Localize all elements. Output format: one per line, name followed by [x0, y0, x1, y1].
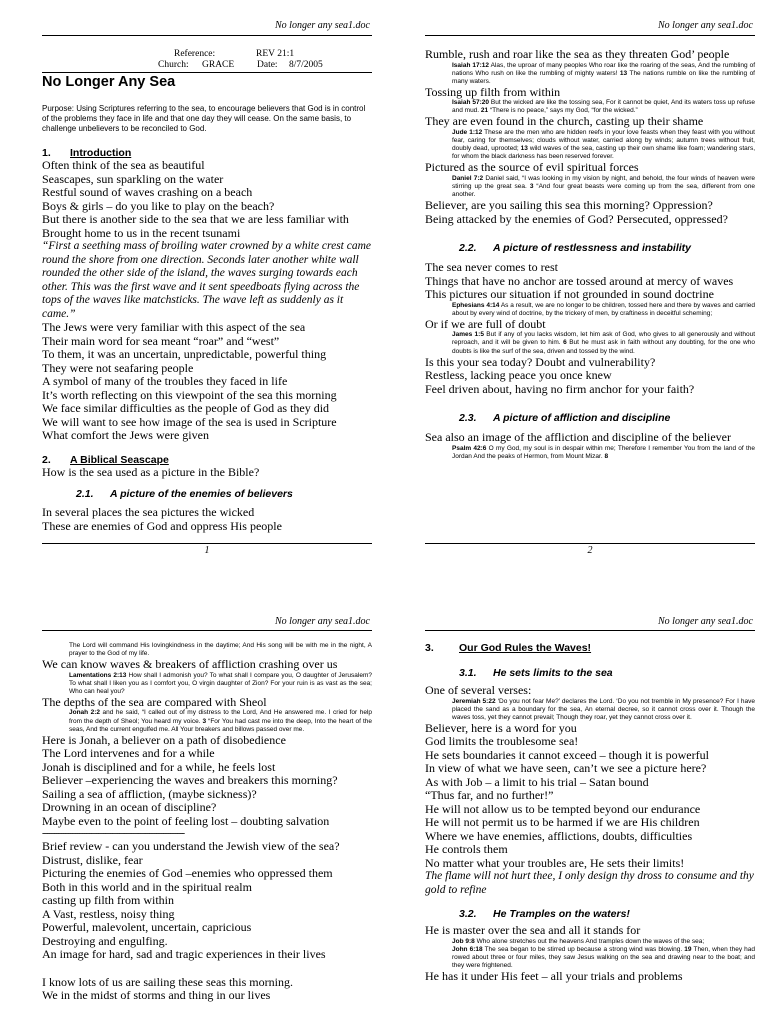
section-3-1-number: 3.1. — [459, 667, 477, 679]
doc-header: No longer any sea1.doc — [275, 20, 370, 31]
page-4-body — [425, 642, 755, 984]
header-rule — [42, 630, 372, 631]
text-line: Things that have no anchor are tossed around at mercy of waves — [425, 273, 734, 288]
text-line: Jonah is disciplined and for a while, he feels lost — [42, 759, 276, 774]
sermon-meta — [42, 49, 372, 71]
text-line: In view of what we have seen, can’t we see a picture here? — [425, 761, 707, 776]
text-line: We face similar difficulties as the people of God as they did — [42, 401, 330, 415]
jonah-lines — [42, 734, 372, 829]
reference-value: REV 21:1 — [256, 49, 295, 59]
text-line: Or if we are full of doubt — [425, 316, 546, 331]
text-line: He has it under His feet – all your trials and problems — [425, 969, 683, 984]
text-line: Sea also an image of the affliction and discipline of the believer — [425, 430, 732, 445]
section-3-heading — [425, 642, 755, 654]
section-2-1-lines — [42, 506, 372, 533]
text-line: Picturing the enemies of God –enemies who oppressed them — [42, 866, 333, 881]
verse-ref: Jonah 2:2 — [69, 709, 101, 717]
footer-rule — [42, 543, 372, 544]
verse-daniel-7: Daniel 7:2 Daniel said, “I was looking in my vision by night, and behold, the four winds of heaven were stirring up the great sea. 3 “And four great beasts were coming up from the sea, different from one another. — [452, 174, 755, 199]
section-2-2-heading — [425, 242, 755, 254]
intro-line: Brought home to us in the recent tsunami — [42, 225, 241, 240]
text-line: We will want to see how image of the sea is used in Scripture — [42, 414, 337, 429]
text-line: To them, it was an uncertain, unpredictable, powerful thing — [42, 347, 327, 361]
page-4 — [425, 602, 755, 1024]
text-line: Their main word for sea meant “roar” and “west” — [42, 333, 280, 348]
meta-rule — [42, 72, 372, 73]
text-line: Believer, are you sailing this sea this morning? Oppression? — [425, 198, 713, 213]
section-1-number: 1. — [42, 147, 51, 159]
intro-line: But there is another side to the sea that we are less familiar with — [42, 212, 349, 226]
intro-line: Restful sound of waves crashing on a beach — [42, 185, 253, 199]
text-line: The Lord intervenes and for a while — [42, 746, 215, 761]
section-3-title: Our God Rules the Waves! — [459, 642, 592, 654]
hymn-quote: The flame will not hurt thee, I only design thy dross to consume and thy gold to refine — [425, 870, 754, 896]
verse-ref: Jude 1:12 — [452, 128, 483, 136]
section-2-heading — [42, 454, 372, 466]
doc-header: No longer any sea1.doc — [658, 20, 753, 31]
text-line: Sailing a sea of affliction, (maybe sickness)? — [42, 786, 257, 801]
text-line: As with Job – a limit to his trial – Satan bound — [425, 774, 649, 789]
text-line: He controls them — [425, 842, 508, 857]
limits-lines — [425, 722, 755, 871]
church-label: Church: — [158, 60, 189, 70]
purpose: Purpose: Using Scriptures referring to the sea, to encourage believers that God is in control of the problems they face in life and that one day they will cease. On the same basis, to challenge unbelievers to be reconciled to God. — [42, 104, 366, 133]
section-3-2-number: 3.2. — [459, 908, 477, 921]
section-2-2-number: 2.2. — [459, 242, 477, 255]
text-line: Is this your sea today? Doubt and vulnerability? — [425, 354, 656, 369]
text-line: Feel driven about, having no firm anchor for your faith? — [425, 381, 695, 396]
text-line: Both in this world and in the spiritual realm — [42, 879, 252, 894]
text-line: Restless, lacking peace you once knew — [425, 368, 612, 383]
text-line: Powerful, malevolent, uncertain, capricious — [42, 920, 252, 935]
text-line: I know lots of us are sailing these seas this morning. — [42, 974, 293, 989]
text-line: A symbol of many of the troubles they faced in life — [42, 374, 288, 388]
text-line: He sets boundaries it cannot exceed – though it is powerful — [425, 747, 709, 762]
verse-ref: Jeremiah 5:22 — [452, 697, 496, 705]
text-line: Rumble, rush and roar like the sea as they threaten God’ people — [425, 47, 730, 61]
text-line: One of several verses: — [425, 683, 532, 697]
doc-header: No longer any sea1.doc — [658, 616, 753, 627]
text-line: Believer, here is a word for you — [425, 720, 577, 735]
section-2-number: 2. — [42, 453, 51, 466]
section-2-3-title: A picture of affliction and discipline — [493, 412, 671, 425]
verse-ref: Isaiah 17:12 — [452, 61, 490, 69]
text-line: The sea never comes to rest — [425, 260, 558, 275]
reference-label: Reference: — [174, 49, 216, 59]
jewish-view-lines — [42, 321, 372, 443]
section-3-1-heading — [425, 667, 755, 679]
text-line: Tossing up filth from within — [425, 84, 561, 99]
intro-line: Often think of the sea as beautiful — [42, 158, 205, 172]
text-line: Believer –experiencing the waves and breakers this morning? — [42, 773, 338, 788]
section-2-3-number: 2.3. — [459, 412, 477, 425]
doc-header: No longer any sea1.doc — [275, 616, 370, 627]
page-1-body — [42, 49, 372, 533]
verse-psalm-42-cont: The Lord will command His lovingkindness in the daytime; And His song will be with me in the night, A prayer to the God of my life. — [69, 642, 372, 658]
page-3 — [42, 602, 372, 1024]
text-line: He is master over the sea and all it stands for — [425, 923, 641, 938]
verse-jeremiah-5: Jeremiah 5:22 ‘Do you not fear Me?’ declares the Lord. ‘Do you not tremble in My presence? For I have placed the sand as a boundary for the sea, An eternal decree, so it cannot cross over it. Though the waves toss, yet they cannot prevail; Though they roar, yet they cannot cross over it. — [452, 697, 755, 721]
text-line: Destroying and engulfing. — [42, 933, 168, 948]
section-2-1-number: 2.1. — [76, 488, 94, 500]
verse-job-9: Job 9:8 Who alone stretches out the heavens And tramples down the waves of the sea; — [452, 937, 705, 945]
text-line: Where we have enemies, afflictions, doubts, difficulties — [425, 828, 693, 843]
page-number: 1 — [204, 545, 210, 556]
verse-ref: Psalm 42:6 — [452, 444, 487, 452]
verse-james-1: James 1:5 But if any of you lacks wisdom, let him ask of God, who gives to all generously and without reproach, and it will be given to him. 6 But he must ask in faith without any doubting, for the one who doubts is like the surf of the sea, driven and tossed by the wind. — [452, 331, 755, 355]
page-2 — [425, 0, 756, 556]
text-line: This pictures our situation if not grounded in sound doctrine — [425, 287, 714, 302]
text-line: Drowning in an ocean of discipline? — [42, 800, 217, 815]
verse-ref: Lamentations 2:13 — [69, 671, 127, 679]
page-3-body — [42, 642, 373, 1003]
text-line: casting up filth from within — [42, 893, 174, 908]
dashed-separator: ------------------------------------------------------------- — [42, 828, 185, 840]
text-line: “Thus far, and no further!” — [425, 788, 554, 803]
text-line: Distrust, dislike, fear — [42, 852, 143, 867]
section-2-1-heading — [42, 488, 372, 500]
section-2-3-heading — [425, 412, 755, 424]
text-line: Pictured as the source of evil spiritual forces — [425, 160, 639, 175]
text-line: These are enemies of God and oppress His people — [42, 518, 282, 533]
text-line: Brief review - can you understand the Jewish view of the sea? — [42, 839, 340, 854]
intro-lines — [42, 159, 372, 240]
verse-ref: James 1:5 — [452, 331, 484, 339]
section-3-number: 3. — [425, 642, 434, 654]
verse-isaiah-17: Isaiah 17:12 Alas, the uproar of many peoples Who roar like the roaring of the seas, And the rumbling of nations Who rush on like the rumbling of mighty waters! 13 The nations rumble on like the rumbling of many waters. — [452, 61, 755, 85]
verse-ephesians-4: Ephesians 4:14 As a result, we are no longer to be children, tossed here and there by waves and carried about by every wind of doctrine, by the trickery of men, by craftiness in deceitful scheming; — [452, 301, 756, 317]
text-line: It’s worth reflecting on this viewpoint of the sea this morning — [42, 387, 337, 402]
page-title: No Longer Any Sea — [42, 74, 176, 90]
text-line: Maybe even to the point of feeling lost – doubting salvation — [42, 813, 330, 828]
verse-isaiah-57: Isaiah 57:20 But the wicked are like the tossing sea, For it cannot be quiet, And its waters toss up refuse and mud. 21 “There is no peace,” says my God, “for the wicked.” — [452, 99, 755, 115]
verse-ref: Isaiah 57:20 — [452, 99, 489, 107]
text-line: What comfort the Jews were given — [42, 428, 209, 442]
footer-rule — [425, 543, 755, 544]
text-line: He will not allow us to be tempted beyond our endurance — [425, 801, 701, 816]
text-line: He will not permit us to be harmed if we are His children — [425, 815, 700, 830]
text-line: No matter what your troubles are, He sets their limits! — [425, 855, 685, 870]
header-rule — [42, 35, 372, 36]
verse-jonah-2: Jonah 2:2 and he said, “I called out of my distress to the Lord, And He answered me. I cried for help from the depth of Sheol; You heard my voice. 3 “For You had cast me into the deep, Into the heart of the seas, And the current engulfed me. All Your breakers and billows passed over me. — [69, 709, 373, 733]
verse-lamentations-2: Lamentations 2:13 How shall I admonish you? To what shall I compare you, O daughter of Jerusalem? To what shall I liken you as I comfort you, O virgin daughter of Zion? For your ruin is as vast as the sea; Who can heal you? — [69, 671, 372, 695]
section-2-2-title: A picture of restlessness and instability — [493, 242, 692, 255]
review-lines — [42, 840, 372, 962]
page-2-body — [425, 48, 755, 461]
section-1-title: Introduction — [70, 147, 132, 159]
text-line-cut: We in the midst of storms and thing in our lives — [42, 988, 271, 1003]
verse-ref: Ephesians 4:14 — [452, 301, 500, 309]
date-value: 8/7/2005 — [289, 60, 323, 70]
verse-ref: Job 9:8 — [452, 937, 475, 945]
verse-psalm-42: Psalm 42:6 O my God, my soul is in despair within me; Therefore I remember You from the land of the Jordan And the peaks of Hermon, from Mount Mizar. 8 — [452, 444, 756, 460]
text-line: The depths of the sea are compared with Sheol — [42, 694, 267, 709]
date-label: Date: — [257, 60, 278, 70]
text-line: The Jews were very familiar with this aspect of the sea — [42, 320, 306, 334]
section-3-1-title: He sets limits to the sea — [493, 667, 613, 679]
section-2-line: How is the sea used as a picture in the Bible? — [42, 464, 260, 479]
section-2-title: A Biblical Seascape — [70, 453, 169, 466]
section-3-2-heading — [425, 908, 755, 920]
section-3-2-title: He Tramples on the waters! — [493, 908, 630, 921]
text-line: An image for hard, sad and tragic experiences in their lives — [42, 947, 326, 962]
text-line: They are even found in the church, casting up their shame — [425, 114, 704, 129]
verse-ref: John 6:18 — [452, 945, 483, 953]
text-line: In several places the sea pictures the wicked — [42, 505, 255, 519]
tsunami-quote: “First a seething mass of broiling water crowned by a white crest came round the shore from one direction. Seconds later another white wall rounded the other side of the island, the waves surging towards each other. This was the first wave and it sent speedboats flying across the tops of the waves like matchsticks. The wave left as suddenly as it came.” — [42, 240, 372, 320]
section-2-1-title: A picture of the enemies of believers — [110, 488, 293, 500]
page-number: 2 — [587, 545, 593, 556]
text-line: God limits the troublesome sea! — [425, 734, 579, 749]
text-line: A Vast, restless, noisy thing — [42, 906, 175, 921]
header-rule — [425, 35, 755, 36]
text-line: Being attacked by the enemies of God? Persecuted, oppressed? — [425, 211, 728, 226]
intro-line: Seascapes, sun sparkling on the water — [42, 171, 224, 186]
header-rule — [425, 630, 755, 631]
verse-john-6: John 6:18 The sea began to be stirred up because a strong wind was blowing. 19 Then, when they had rowed about three or four miles, they saw Jesus walking on the sea and drawing near to the boat; and they were frightened. — [452, 945, 755, 970]
verse-jude-1: Jude 1:12 These are the men who are hidden reefs in your love feasts when they feast with you without fear, caring for themselves; clouds without water, carried along by winds; autumn trees without fruit, doubly dead, uprooted; 13 wild waves of the sea, casting up their own shame like foam; wandering stars, for whom the black darkness has been reserved forever. — [452, 128, 755, 161]
text-line: We can know waves & breakers of affliction crashing over us — [42, 657, 338, 672]
text-line: They were not seafaring people — [42, 360, 194, 375]
verse-ref: Daniel 7:2 — [452, 174, 484, 182]
church-value: GRACE — [202, 60, 235, 70]
text-line: Here is Jonah, a believer on a path of disobedience — [42, 732, 286, 747]
intro-line: Boys & girls – do you like to play on the beach? — [42, 198, 275, 213]
page-1 — [42, 0, 372, 556]
